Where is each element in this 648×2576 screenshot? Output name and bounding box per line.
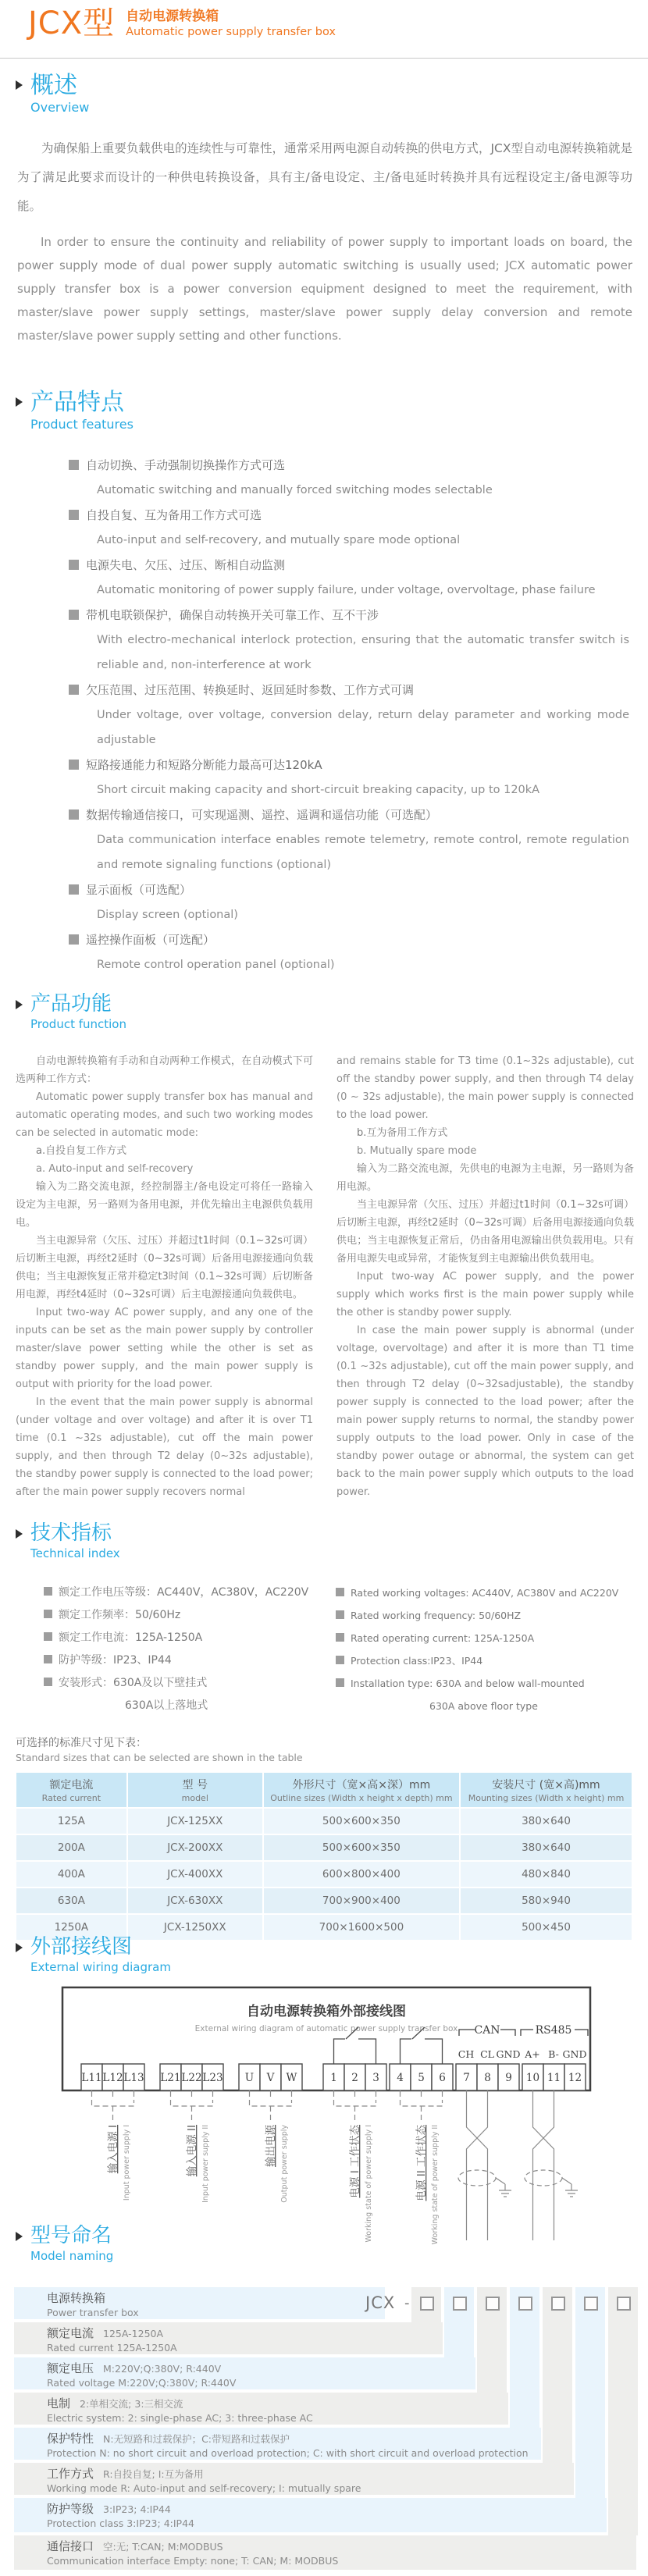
code-box [551,2297,565,2311]
code-strip [543,2287,572,2463]
code-box [420,2297,434,2311]
svg-text:L11: L11 [81,2072,102,2084]
overview-title-en: Overview [30,100,90,115]
terminal-labels [81,2072,582,2084]
square-bullet-icon [336,1588,344,1596]
col-header: 外形尺寸（宽×高×深）mm Outline sizes (Width x height x depth) mm [264,1773,459,1807]
model-title: JCX型 [28,5,116,41]
list-item: 数据传输通信接口，可实现遥测、遥控、遥调和遥信功能（可选配） Data communication interface enables remote telemetry, remote control, remote regulation and remote signaling functions (optional) [69,802,629,877]
svg-text:2: 2 [351,2072,358,2084]
svg-text:Working state of power supply: Working state of power supply II [431,2125,440,2245]
svg-text:L23: L23 [202,2072,223,2084]
square-bullet-icon [44,1587,52,1596]
square-bullet-icon [69,610,79,620]
code-box [617,2297,631,2311]
svg-text:10: 10 [525,2072,540,2084]
sizes-note-en: Standard sizes that can be selected are shown in the table [16,1752,303,1763]
svg-text:Input power supply I: Input power supply I [123,2125,131,2201]
svg-text:L12: L12 [102,2072,123,2084]
naming-row: 电制 2:单相交流; 3:三相交流 Electric system: 2: single-phase AC; 3: three-phase AC [14,2393,508,2425]
list-item: 欠压范围、过压范围、转换延时、返回延时参数、工作方式可调 Under voltage, over voltage, conversion delay, return delay parameter and working mode adjustable [69,678,629,753]
features-list [69,453,629,977]
svg-text:Input power supply II: Input power supply II [201,2125,210,2203]
svg-text:输出电源: 输出电源 [265,2125,277,2167]
section-overview [0,73,648,347]
section-function [0,993,648,1501]
col-header: 额定电流 Rated current [16,1773,126,1807]
naming-row: 额定电压 M:220V;Q:380V; R:440V Rated voltage M:220V;Q:380V; R:440V [14,2357,475,2389]
square-bullet-icon [69,510,79,520]
overview-paragraph-zh: 为确保船上重要负载供电的连续性与可靠性，通常采用两电源自动转换的供电方式，JCX型自动电源转换箱就是为了满足此要求而设计的一种供电转换设备，具有主/备电设定、主/备电延时转换并具有远程设定主/备电源等功能。 [17,141,632,213]
svg-text:L22: L22 [181,2072,202,2084]
function-right-column: and remains stable for T3 time (0.1~32s adjustable), cut off the standby power supply, and then through T4 delay (0 ~ 32s adjustable), the main power supply is connected to the load power. b.互为备用工作方式 b. Mutually spare mode 输入为二路交流电源，先供电的电源为主电源，另一路则为备用电源。 当主电源异常（欠压、过压）并超过t1时间（0.1~32s可调）后切断主电源，再经t2延时（0~32s可调）后备用电源接通向负载供电；当主电源恢复正常后，仍由备用电源输出供负载用电。只有备用电源失电或异常，才能恢复到主电源输出供负载用电。 Input two-way AC power supply, and the power supply which works first is the main power supply while the other is standby power supply. In case the main power supply is abnormal (under voltage, overvoltage) and after it is more than T1 time (0.1 ~32s adjustable), cut off the main power supply, and then through T2 delay (0~32sadjustable), the standby power supply is connected to the load power; after the main power supply returns to normal, the standby power supply outputs to the load power. Only in case of the standby power outage or abnormal, the system can get back to the main power supply which outputs to the load power. [336,1055,634,1498]
naming-row: 电源转换箱 Power transfer box [14,2287,385,2319]
square-bullet-icon [44,1610,52,1618]
section-naming [0,2225,648,2576]
wiring-title-zh: 外部接线图 [30,1935,133,1959]
square-bullet-icon [69,760,79,770]
svg-text:8: 8 [484,2072,491,2084]
twisted-pair-rs485 [525,2090,578,2240]
model-naming-diagram [14,2287,639,2571]
function-title-zh: 产品功能 [30,992,112,1016]
features-title-en: Product features [30,417,134,432]
code-box [486,2297,500,2311]
technical-en-list: Rated working voltages: AC440V, AC380V and AC220V Rated working frequency: 50/60HZ Rated operating current: 125A-1250A Protection class:IP23、IP44 Installation type: 630A and below wall-mounted 630A above floor type [336,1582,637,1717]
svg-text:6: 6 [439,2072,446,2084]
square-bullet-icon [69,809,79,820]
svg-text:4: 4 [397,2072,404,2084]
table-row: 1250A JCX-1250XX 700×1600×500 500×450 [16,1915,632,1940]
overview-heading [16,73,648,116]
pin-label: GND [562,2048,587,2060]
model-dash: - [404,2295,410,2311]
naming-row: 保护特性 N:无短路和过载保护；C:带短路和过载保护 Protection N: no short circuit and overload protection; C: with short circuit and overload protection [14,2428,541,2460]
pin-label: B- [548,2048,559,2060]
code-box [518,2297,532,2311]
model-prefix: JCX [365,2293,396,2312]
function-left-column: 自动电源转换箱有手动和自动两种工作模式，在自动模式下可选两种工作方式： Automatic power supply transfer box has manual and automatic operating modes, and such two working modes can be selected in automatic mode: a.自投自复工作方式 a. Auto-input and self-recovery 输入为二路交流电源，经控制器主/备电设定可将任一路输入设定为主电源，另一路则为备用电源，并优先输出主电源供负载用电。 当主电源异常（欠压、过压）并超过t1时间（0.1~32s可调）后切断主电源，再经t2延时（0~32s可调）后备用电源接通向负载供电；当主电源恢复正常并稳定t3时间（0.1~32s可调）后切断备用电源，再经t4延时（0~32s可调）后主电源接通向负载供电。 Input two-way AC power supply, and any one of the inputs can be set as the main power supply by controller master/slave power setting while the other is set as standby power supply, and the main power supply is output with priority for the load power. In the event that the main power supply is abnormal (under voltage and over voltage) and after it is over T1 time (0.1 ~32s adjustable), cut off the main power supply, and then through T2 delay (0~32s adjustable), the standby power supply is connected to the load power; after the main power supply recovers normal [16,1055,313,1498]
col-header: 安装尺寸 (宽×高)mm Mounting sizes (Width x height) mm [461,1773,632,1807]
svg-text:电源 II 工作状态: 电源 II 工作状态 [415,2125,428,2201]
naming-row: 工作方式 R:自投自复; I:互为备用 Working mode R: Auto-input and self-recovery; I: mutually spare [14,2463,574,2495]
svg-text:5: 5 [418,2072,425,2084]
list-item: 短路接通能力和短路分断能力最高可达120kA Short circuit making capacity and short-circuit breaking capacity, up to 120kA [69,753,629,802]
list-item: 带机电联锁保护，确保自动转换开关可靠工作、互不干涉 With electro-mechanical interlock protection, ensuring that the automatic transfer switch is reliable and, non-interference at work [69,603,629,678]
svg-text:W: W [286,2072,297,2084]
square-bullet-icon [69,934,79,945]
svg-text:12: 12 [568,2072,582,2084]
triangle-icon [16,1529,23,1539]
brand-header [28,6,336,41]
naming-title-en: Model naming [30,2249,114,2263]
technical-title-zh: 技术指标 [30,1521,112,1545]
group-brackets [92,2090,443,2120]
list-item: 电源失电、欠压、过压、断相自动监测 Automatic monitoring of power supply failure, under voltage, overvoltage, phase failure [69,553,629,603]
section-sizes [0,1735,648,1941]
technical-columns [0,1582,648,1722]
svg-text:Working state of power supply: Working state of power supply I [365,2125,373,2243]
svg-text:Output power supply: Output power supply [280,2125,289,2203]
diagram-title-en: External wiring diagram of automatic power supply transfer box [194,2024,458,2033]
pin-label: A+ [525,2048,540,2060]
square-bullet-icon [69,460,79,470]
svg-text:V: V [266,2072,275,2084]
code-box [584,2297,598,2311]
svg-text:L21: L21 [160,2072,181,2084]
square-bullet-icon [69,685,79,695]
svg-text:7: 7 [463,2072,470,2084]
list-item: 自动切换、手动强制切换操作方式可选 Automatic switching and manually forced switching modes selectable [69,453,629,503]
table-header-row [16,1773,632,1807]
product-title-zh: 自动电源转换箱 [126,9,219,24]
triangle-icon [16,397,23,407]
table-row: 125A JCX-125XX 500×600×350 380×640 [16,1809,632,1834]
wiring-heading [16,1936,648,1975]
naming-row: 防护等级 3:IP23; 4:IP44 Protection class 3:IP23; 4:IP44 [14,2498,607,2532]
divider [0,58,648,59]
triangle-icon [16,1943,23,1952]
can-label: CAN [474,2024,500,2037]
wiring-title-en: External wiring diagram [30,1960,171,1974]
square-bullet-icon [69,884,79,895]
table-row: 200A JCX-200XX 500×600×350 380×640 [16,1835,632,1860]
naming-row: 额定电流 125A-1250A Rated current 125A-1250A [14,2322,443,2354]
svg-text:11: 11 [547,2072,561,2084]
features-title-zh: 产品特点 [30,389,124,416]
section-technical [0,1522,648,1722]
svg-text:1: 1 [330,2072,337,2084]
svg-text:L13: L13 [123,2072,144,2084]
function-title-en: Product function [30,1017,126,1031]
square-bullet-icon [69,560,79,570]
sizes-table [15,1771,633,1941]
triangle-icon [16,80,23,90]
function-heading [16,993,648,1032]
square-bullet-icon [44,1632,52,1641]
list-item: 显示面板（可选配） Display screen (optional) [69,877,629,927]
naming-heading [16,2225,648,2264]
twisted-pair-can [458,2090,511,2240]
sizes-note-zh: 可选择的标准尺寸见下表： [16,1737,147,1749]
code-box [453,2297,467,2311]
pin-label: CL [480,2048,494,2060]
square-bullet-icon [336,1633,344,1642]
product-title-en: Automatic power supply transfer box [126,26,336,38]
square-bullet-icon [44,1678,52,1686]
square-bullet-icon [336,1610,344,1619]
square-bullet-icon [44,1655,52,1663]
triangle-icon [16,2232,23,2241]
section-wiring [0,1936,648,2272]
list-item: 遥控操作面板（可选配） Remote control operation panel (optional) [69,927,629,977]
svg-text:3: 3 [372,2072,379,2084]
technical-zh-list: 额定工作电压等级：AC440V，AC380V，AC220V 额定工作频率：50/60Hz 额定工作电流：125A-1250A 防护等级：IP23、IP44 安装形式：630A及以下壁挂式 630A以上落地式 [44,1582,325,1717]
svg-text:U: U [244,2072,255,2084]
pin-label: GND [496,2048,521,2060]
square-bullet-icon [336,1656,344,1664]
svg-text:输入电源 I: 输入电源 I [107,2125,119,2174]
function-columns [16,1052,634,1501]
col-header: 型 号 model [128,1773,262,1807]
rs485-label: RS485 [535,2024,572,2037]
svg-text:输入电源 II: 输入电源 II [186,2125,198,2177]
diagram-title-zh: 自动电源转换箱外部接线图 [247,2004,406,2019]
square-bullet-icon [336,1678,344,1687]
overview-paragraph-en: In order to ensure the continuity and reliability of power supply to important loads on board, the power supply mode of dual power supply automatic switching is usually used; JCX automatic power supply transfer box is a power conversion equipment designed to meet the requirement, with master/slave power supply settings, master/slave power supply delay conversion and remote master/slave power supply setting and other functions. [17,235,632,343]
wiring-diagram [17,1983,634,2265]
technical-heading [16,1522,648,1561]
table-row: 400A JCX-400XX 600×800×400 480×840 [16,1862,632,1887]
brand-subtitle [126,9,336,40]
list-item: 自投自复、互为备用工作方式可选 Auto-input and self-recovery, and mutually spare mode optional [69,503,629,553]
naming-title-zh: 型号命名 [30,2224,112,2247]
triangle-icon [16,1000,23,1009]
code-strip [575,2287,605,2498]
code-strip [608,2287,638,2535]
overview-title-zh: 概述 [30,72,77,99]
svg-text:电源 I 工作状态: 电源 I 工作状态 [349,2125,361,2198]
features-heading [16,390,648,432]
technical-title-en: Technical index [30,1546,120,1560]
pin-label: CH [458,2048,475,2060]
naming-row: 通信接口 空:无; T:CAN; M:MODBUS Communication interface Empty: none; T: CAN; M: MODBUS [14,2535,636,2570]
section-features [0,390,648,977]
table-row: 630A JCX-630XX 700×900×400 580×940 [16,1888,632,1913]
svg-text:9: 9 [505,2072,512,2084]
